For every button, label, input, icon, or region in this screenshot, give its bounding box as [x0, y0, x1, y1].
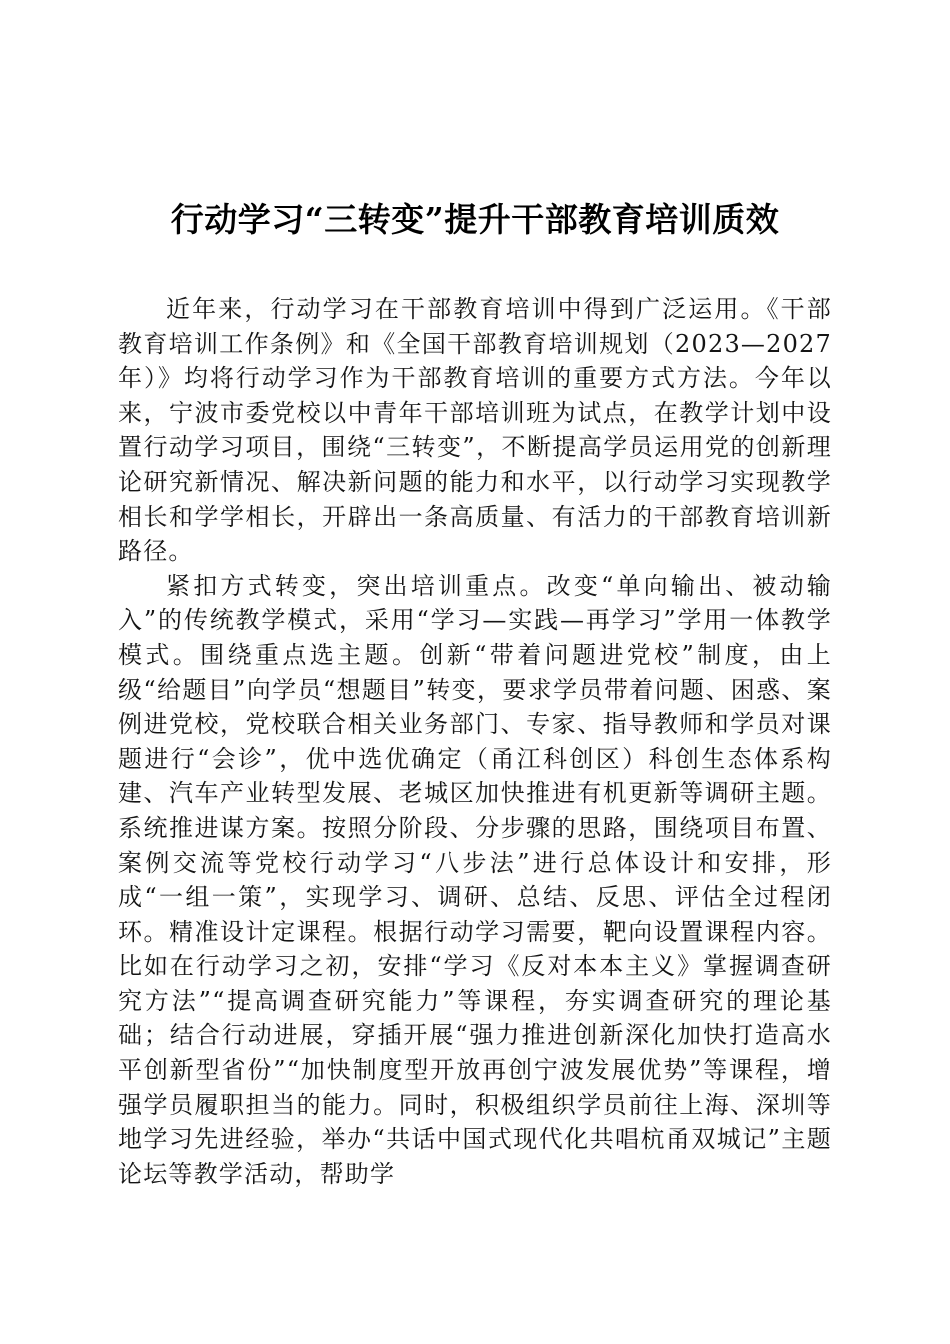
paragraph-method-shift: 紧扣方式转变，突出培训重点。改变“单向输出、被动输入”的传统教学模式，采用“学习—实践—再学习”学用一体教学模式。围绕重点选主题。创新“带着问题进党校”制度，由上级“给题目”向学员“想题目”转变，要求学员带着问题、困惑、案例进党校，党校联合相关业务部门、专家、指导教师和学员对课题进行“会诊”，优中选优确定（甬江科创区）科创生态体系构建、汽车产业转型发展、老城区加快推进有机更新等调研主题。系统推进谋方案。按照分阶段、分步骤的思路，围绕项目布置、案例交流等党校行动学习“八步法”进行总体设计和安排，形成“一组一策”，实现学习、调研、总结、反思、评估全过程闭环。精准设计定课程。根据行动学习需要，靶向设置课程内容。比如在行动学习之初，安排“学习《反对本本主义》掌握调查研究方法”“提高调查研究能力”等课程，夯实调查研究的理论基础；结合行动进展，穿插开展“强力推进创新深化加快打造高水平创新型省份”“加快制度型开放再创宁波发展优势”等课程，增强学员履职担当的能力。同时，积极组织学员前往上海、深圳等地学习先进经验，举办“共话中国式现代化共唱杭甬双城记”主题论坛等教学活动，帮助学	[118, 571, 832, 1188]
document-body	[118, 292, 832, 1191]
document-title: 行动学习“三转变”提升干部教育培训质效	[170, 200, 780, 239]
paragraph-intro: 近年来，行动学习在干部教育培训中得到广泛运用。《干部教育培训工作条例》和《全国干部教育培训规划（2023—2027年）》均将行动学习作为干部教育培训的重要方式方法。今年以来，宁波市委党校以中青年干部培训班为试点，在教学计划中设置行动学习项目，围绕“三转变”，不断提高学员运用党的创新理论研究新情况、解决新问题的能力和水平，以行动学习实现教学相长和学学相长，开辟出一条高质量、有活力的干部教育培训新路径。	[118, 295, 832, 566]
